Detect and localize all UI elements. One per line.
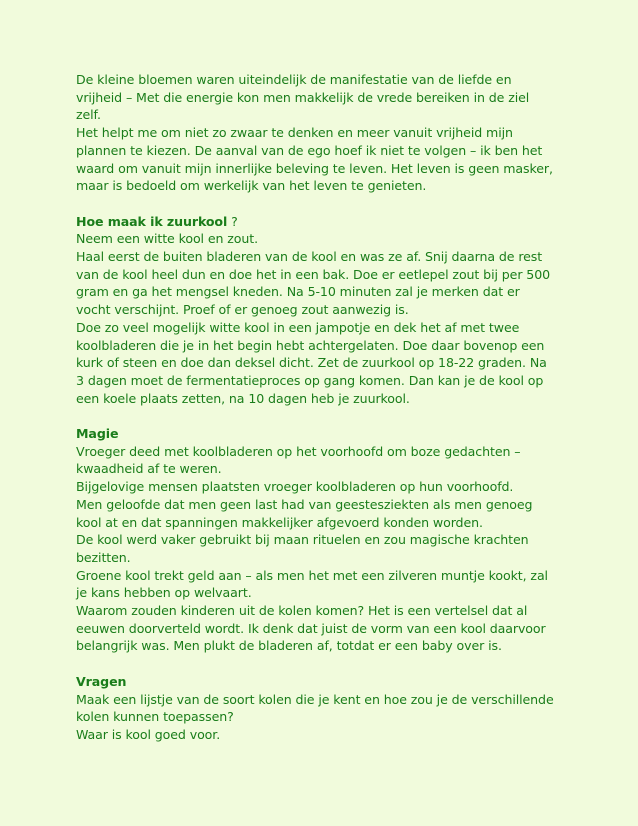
zuurkool-line: kurk of steen en doe dan deksel dicht. Zet de zuurkool op 18-22 graden. Na	[76, 355, 547, 371]
magie-section	[76, 425, 596, 655]
zuurkool-line: Doe zo veel mogelijk witte kool in een jampotje en dek het af met twee	[76, 319, 520, 335]
zuurkool-line: vocht verschijnt. Proef of er genoeg zout aanwezig is.	[76, 302, 409, 318]
zuurkool-heading	[76, 213, 596, 231]
magie-line: belangrijk was. Men plukt de bladeren af, totdat er een baby over is.	[76, 638, 502, 654]
paragraph-gap	[76, 195, 596, 213]
intro-line: Het helpt me om niet zo zwaar te denken en meer vanuit vrijheid mijn	[76, 125, 513, 141]
magie-line: eeuwen doorverteld wordt. Ik denk dat juist de vorm van een kool daarvoor	[76, 620, 546, 636]
vragen-section	[76, 673, 596, 744]
magie-line: Groene kool trekt geld aan – als men het met een zilveren muntje kookt, zal	[76, 567, 548, 583]
zuurkool-line: een koele plaats zetten, na 10 dagen heb je zuurkool.	[76, 390, 410, 406]
zuurkool-line: 3 dagen moet de fermentatieproces op gang komen. Dan kan je de kool op	[76, 372, 544, 388]
vragen-line: kolen kunnen toepassen?	[76, 709, 234, 725]
magie-line: Waarom zouden kinderen uit de kolen komen? Het is een vertelsel dat al	[76, 603, 528, 619]
intro-line: vrijheid – Met die energie kon men makkelijk de vrede bereiken in de ziel	[76, 89, 530, 105]
intro-line: De kleine bloemen waren uiteindelijk de manifestatie van de liefde en	[76, 72, 512, 87]
zuurkool-section	[76, 213, 596, 408]
magie-line: bezitten.	[76, 549, 131, 565]
magie-line: Men geloofde dat men geen last had van geestesziekten als men genoeg	[76, 496, 533, 512]
magie-line: Bijgelovige mensen plaatsten vroeger koolbladeren op hun voorhoofd.	[76, 479, 514, 495]
magie-line: kool at en dat spanningen makkelijker afgevoerd konden worden.	[76, 514, 483, 530]
intro-section	[76, 71, 596, 195]
magie-heading: Magie	[76, 426, 119, 442]
magie-line: Vroeger deed met koolbladeren op het voorhoofd om boze gedachten –	[76, 443, 521, 459]
magie-line: De kool werd vaker gebruikt bij maan rituelen en zou magische krachten	[76, 532, 529, 548]
vragen-line: Maak een lijstje van de soort kolen die je kent en hoe zou je de verschillende	[76, 691, 554, 707]
zuurkool-line: Haal eerst de buiten bladeren van de kool en was ze af. Snij daarna de rest	[76, 249, 543, 265]
vragen-line: Waar is kool goed voor.	[76, 726, 221, 742]
zuurkool-line: van de kool heel dun en doe het in een bak. Doe er eetlepel zout bij per 500	[76, 266, 551, 282]
magie-line: je kans hebben op welvaart.	[76, 585, 252, 601]
zuurkool-line: koolbladeren die je in het begin hebt achtergelaten. Doe daar bovenop een	[76, 337, 545, 353]
paragraph-gap	[76, 655, 596, 673]
zuurkool-line: gram en ga het mengsel kneden. Na 5-10 minuten zal je merken dat er	[76, 284, 520, 300]
zuurkool-heading-text: Hoe maak ik zuurkool	[76, 213, 228, 229]
zuurkool-line: Neem een witte kool en zout.	[76, 231, 259, 247]
paragraph-gap	[76, 407, 596, 425]
document-page	[76, 71, 596, 744]
intro-line: waard om vanuit mijn innerlijke beleving te leven. Het leven is geen masker,	[76, 160, 553, 176]
magie-line: kwaadheid af te weren.	[76, 461, 222, 477]
zuurkool-heading-suffix: ?	[227, 213, 238, 229]
vragen-heading: Vragen	[76, 673, 127, 689]
intro-line: zelf.	[76, 107, 101, 123]
intro-line: plannen te kiezen. De aanval van de ego hoef ik niet te volgen – ik ben het	[76, 142, 543, 158]
intro-line: maar is bedoeld om werkelijk van het leven te genieten.	[76, 178, 427, 194]
